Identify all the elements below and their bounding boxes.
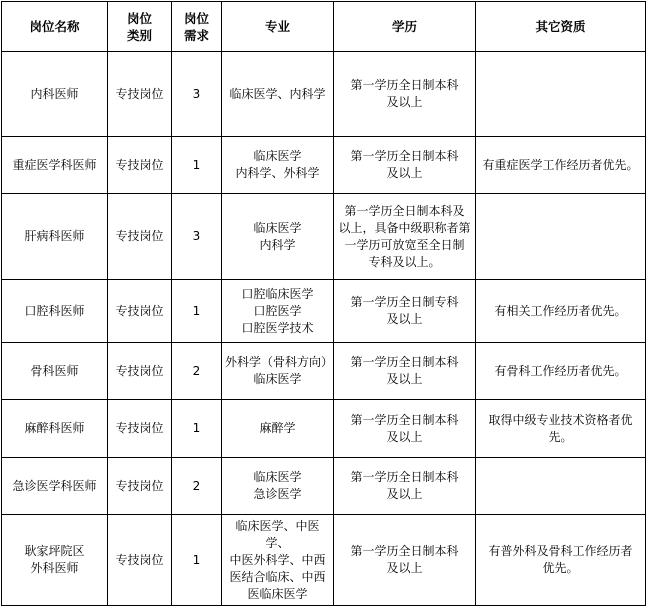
cell-name	[2, 458, 108, 515]
cell-education-line: 及以上	[386, 561, 423, 575]
header-major: 专业	[222, 2, 334, 52]
cell-education-line: 以上，具备中级职称者第	[338, 220, 471, 235]
cell-education-line: 第一学历全日制本科	[350, 470, 459, 484]
cell-major-line: 临床医学	[253, 220, 302, 235]
cell-major	[222, 280, 334, 343]
cell-major-line: 临床医学	[253, 149, 302, 163]
cell-name-line: 麻醉科医师	[24, 421, 85, 435]
cell-other	[476, 458, 646, 515]
header-education: 学历	[334, 2, 476, 52]
cell-education-line: 及以上	[386, 166, 423, 180]
cell-category: 专技岗位	[108, 515, 172, 606]
table-row	[2, 458, 646, 515]
cell-education-line: 第一学历全日制本科	[350, 355, 459, 369]
cell-other	[476, 400, 646, 458]
header-position-name: 岗位名称	[2, 2, 108, 52]
cell-other-line: 有相关工作经历者优先。	[494, 303, 627, 318]
cell-demand: 1	[172, 400, 222, 458]
cell-major	[222, 194, 334, 280]
cell-major	[222, 343, 334, 400]
cell-category: 专技岗位	[108, 280, 172, 343]
header-row	[2, 2, 646, 52]
cell-education-line: 第一学历全日制本科	[350, 544, 459, 558]
cell-major-line: 麻醉学	[259, 421, 296, 435]
cell-major-line: 临床医学	[253, 470, 302, 484]
cell-other-line: 有普外科及骨科工作经历者	[488, 544, 633, 558]
cell-other	[476, 515, 646, 606]
cell-major-line: 外科学（骨科方向）	[225, 355, 334, 369]
table-row	[2, 194, 646, 280]
table-row	[2, 400, 646, 458]
cell-category: 专技岗位	[108, 458, 172, 515]
cell-education-line: 及以上	[386, 95, 423, 109]
cell-education	[334, 400, 476, 458]
cell-major-line: 急诊医学	[253, 487, 302, 501]
header-category-line: 岗位	[126, 10, 152, 26]
cell-major-line: 临床医学	[253, 372, 302, 386]
table-row	[2, 280, 646, 343]
table-row	[2, 137, 646, 194]
job-requirements-table	[1, 1, 646, 606]
cell-major	[222, 400, 334, 458]
cell-category: 专技岗位	[108, 400, 172, 458]
cell-name	[2, 400, 108, 458]
cell-name-line: 重症医学科医师	[12, 157, 97, 172]
cell-major-line: 口腔医学	[253, 303, 302, 318]
header-demand-line: 需求	[183, 27, 209, 43]
cell-major-line: 医临床医学	[247, 586, 308, 601]
cell-major-line: 口腔医学技术	[241, 320, 314, 335]
cell-category: 专技岗位	[108, 137, 172, 194]
cell-education-line: 专科及以上。	[368, 254, 441, 269]
header-other-qualifications: 其它资质	[476, 2, 646, 52]
cell-name-line: 急诊医学科医师	[12, 478, 97, 493]
cell-other-line: 取得中级专业技术资格者优	[488, 412, 633, 427]
cell-name	[2, 137, 108, 194]
cell-other-line: 有重症医学工作经历者优先。	[482, 157, 639, 172]
cell-education-line: 及以上	[386, 429, 423, 444]
cell-demand: 2	[172, 343, 222, 400]
header-position-category	[108, 2, 172, 52]
table-row	[2, 515, 646, 606]
cell-education-line: 一学历可放宽至全日制	[344, 237, 465, 252]
cell-education	[334, 458, 476, 515]
cell-major-line: 临床医学、中医学、	[235, 518, 320, 550]
cell-other	[476, 137, 646, 194]
cell-name	[2, 52, 108, 137]
header-demand-line: 岗位	[183, 10, 209, 26]
cell-education-line: 及以上	[386, 312, 423, 326]
cell-education-line: 及以上	[386, 372, 423, 386]
cell-education	[334, 280, 476, 343]
cell-name	[2, 194, 108, 280]
cell-major	[222, 458, 334, 515]
cell-demand: 1	[172, 515, 222, 606]
cell-education-line: 及以上	[386, 487, 423, 501]
cell-other	[476, 52, 646, 137]
table-row	[2, 52, 646, 137]
cell-major-line: 中医外科学、中西	[229, 552, 326, 567]
cell-education	[334, 52, 476, 137]
cell-other-line: 先。	[548, 429, 573, 444]
cell-major	[222, 52, 334, 137]
cell-category: 专技岗位	[108, 194, 172, 280]
cell-name	[2, 515, 108, 606]
cell-demand: 3	[172, 194, 222, 280]
cell-other-line: 优先。	[542, 561, 579, 575]
cell-major-line: 医结合临床、中西	[229, 569, 326, 584]
cell-education-line: 第一学历全日制专科	[350, 295, 459, 309]
cell-name	[2, 280, 108, 343]
cell-major-line: 内科学、外科学	[235, 166, 320, 180]
cell-education	[334, 194, 476, 280]
cell-education	[334, 515, 476, 606]
cell-education-line: 第一学历全日制本科	[350, 78, 459, 92]
cell-demand: 3	[172, 52, 222, 137]
cell-other	[476, 280, 646, 343]
header-category-line: 类别	[126, 27, 152, 43]
cell-education	[334, 137, 476, 194]
cell-demand: 1	[172, 280, 222, 343]
cell-education-line: 第一学历全日制本科及	[344, 203, 465, 218]
cell-category: 专技岗位	[108, 343, 172, 400]
cell-name-line: 耿家坪院区	[24, 544, 85, 558]
cell-other	[476, 194, 646, 280]
cell-education-line: 第一学历全日制本科	[350, 149, 459, 163]
cell-name-line: 口腔科医师	[24, 303, 85, 318]
cell-other	[476, 343, 646, 400]
cell-name-line: 肝病科医师	[24, 229, 85, 243]
cell-education-line: 第一学历全日制本科	[350, 412, 459, 427]
cell-major-line: 内科学	[259, 237, 296, 252]
cell-demand: 1	[172, 137, 222, 194]
cell-major	[222, 137, 334, 194]
cell-demand: 2	[172, 458, 222, 515]
cell-education	[334, 343, 476, 400]
cell-name-line: 内科医师	[30, 86, 79, 101]
cell-major-line: 临床医学、内科学	[229, 86, 326, 101]
cell-name	[2, 343, 108, 400]
cell-other-line: 有骨科工作经历者优先。	[494, 363, 627, 378]
cell-name-line: 骨科医师	[30, 363, 79, 378]
header-position-demand	[172, 2, 222, 52]
cell-category: 专技岗位	[108, 52, 172, 137]
cell-name-line: 外科医师	[30, 561, 79, 575]
table-row	[2, 343, 646, 400]
cell-major-line: 口腔临床医学	[241, 286, 314, 301]
cell-major	[222, 515, 334, 606]
